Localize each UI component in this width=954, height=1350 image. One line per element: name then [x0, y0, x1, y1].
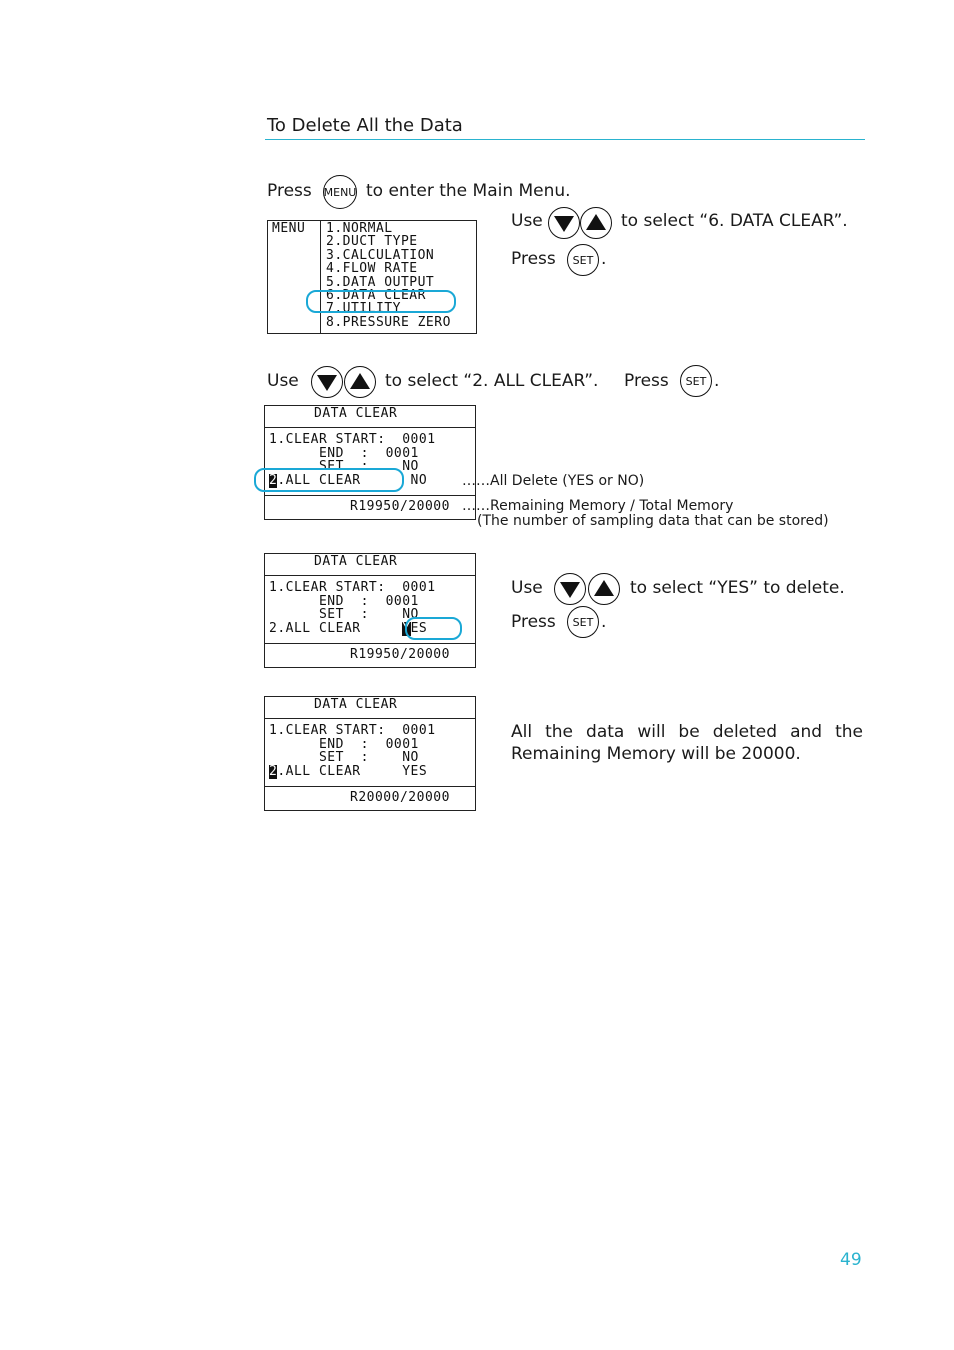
step1b-press-text: Press: [511, 249, 556, 269]
menu-item-data-clear: 6.DATA CLEAR: [326, 288, 426, 303]
set-line: SET : NO: [269, 459, 419, 474]
all-clear-line: [269, 765, 427, 779]
highlight-all-clear: [254, 468, 404, 492]
cursor: 2: [269, 473, 278, 488]
up-arrow-icon: [350, 373, 370, 391]
end-line: END : 0001: [269, 737, 419, 752]
section-heading: To Delete All the Data: [267, 115, 463, 136]
set-line: SET : NO: [269, 607, 419, 622]
step2-use-text: Use: [267, 371, 299, 391]
down-arrow-button[interactable]: [548, 207, 580, 239]
set-button[interactable]: [680, 365, 712, 397]
step3-use-text: Use: [511, 578, 543, 598]
highlight-yes: [405, 617, 462, 640]
final-description: All the data will be deleted and the Remaining Memory will be 20000.: [511, 722, 863, 764]
step1b-instruction: to select “6. DATA CLEAR”.: [621, 211, 848, 231]
set-button-label: SET: [572, 253, 594, 267]
menu-button-label: MENU: [323, 185, 357, 199]
memory-footer: R19950/20000: [350, 647, 450, 662]
step1-press-text: Press: [267, 181, 312, 201]
set-button[interactable]: [567, 606, 599, 638]
set-button-label: SET: [685, 374, 707, 388]
all-clear-line: [269, 622, 427, 636]
screen-title: DATA CLEAR: [314, 697, 398, 712]
period: .: [601, 249, 607, 269]
down-arrow-button[interactable]: [311, 366, 343, 398]
clear-start-line: 1.CLEAR START: 0001: [269, 432, 436, 447]
step2-instruction: to select “2. ALL CLEAR”.: [385, 371, 599, 391]
memory-footer: R19950/20000: [350, 499, 450, 514]
menu-label: MENU: [272, 221, 306, 236]
annotation-memory: ……Remaining Memory / Total Memory: [462, 498, 734, 514]
cursor: Y: [402, 621, 411, 636]
all-clear-text: .ALL CLEAR YES: [277, 764, 428, 779]
end-line: END : 0001: [269, 446, 419, 461]
data-clear-screen-2: [264, 553, 476, 668]
menu-screen: [267, 220, 477, 334]
menu-button[interactable]: [323, 175, 357, 209]
screen-title: DATA CLEAR: [314, 554, 398, 569]
clear-start-line: 1.CLEAR START: 0001: [269, 723, 436, 738]
set-line: SET : NO: [269, 750, 419, 765]
menu-item-normal: 1.NORMAL: [326, 221, 393, 236]
set-button[interactable]: [567, 244, 599, 276]
down-arrow-button[interactable]: [554, 573, 586, 605]
menu-item-duct-type: 2.DUCT TYPE: [326, 234, 418, 249]
up-arrow-icon: [594, 580, 614, 598]
period: .: [714, 371, 720, 391]
screen-title: DATA CLEAR: [314, 406, 398, 421]
up-arrow-icon: [586, 214, 606, 232]
menu-item-calculation: 3.CALCULATION: [326, 248, 435, 263]
all-clear-text: 2.ALL CLEAR: [269, 621, 403, 636]
menu-item-utility: 7.UTILITY: [326, 301, 401, 316]
menu-item-data-output: 5.DATA OUTPUT: [326, 275, 435, 290]
data-clear-screen-3: [264, 696, 476, 811]
up-arrow-button[interactable]: [344, 366, 376, 398]
heading-rule: [265, 139, 865, 140]
highlight-data-clear: [306, 290, 456, 313]
down-arrow-icon: [554, 214, 574, 232]
clear-start-line: 1.CLEAR START: 0001: [269, 580, 436, 595]
step2-press-text: Press: [624, 371, 669, 391]
set-button-label: SET: [572, 615, 594, 629]
period: .: [601, 612, 607, 632]
down-arrow-icon: [317, 373, 337, 391]
annotation-sampling: (The number of sampling data that can be stored): [477, 513, 829, 529]
step1b-use-text: Use: [511, 211, 543, 231]
step1-instruction: to enter the Main Menu.: [366, 181, 571, 201]
step3-instruction: to select “YES” to delete.: [630, 578, 845, 598]
memory-footer: R20000/20000: [350, 790, 450, 805]
up-arrow-button[interactable]: [588, 573, 620, 605]
data-clear-screen-1: [264, 405, 476, 520]
annotation-all-delete: ……All Delete (YES or NO): [462, 473, 645, 489]
yes-rest: ES: [410, 621, 428, 636]
menu-item-pressure-zero: 8.PRESSURE ZERO: [326, 315, 451, 330]
page-number: 49: [840, 1250, 862, 1270]
cursor: 2: [269, 764, 278, 779]
up-arrow-button[interactable]: [580, 207, 612, 239]
menu-item-flow-rate: 4.FLOW RATE: [326, 261, 418, 276]
step3-press-text: Press: [511, 612, 556, 632]
down-arrow-icon: [560, 580, 580, 598]
end-line: END : 0001: [269, 594, 419, 609]
all-clear-text: .ALL CLEAR NO: [277, 473, 428, 488]
